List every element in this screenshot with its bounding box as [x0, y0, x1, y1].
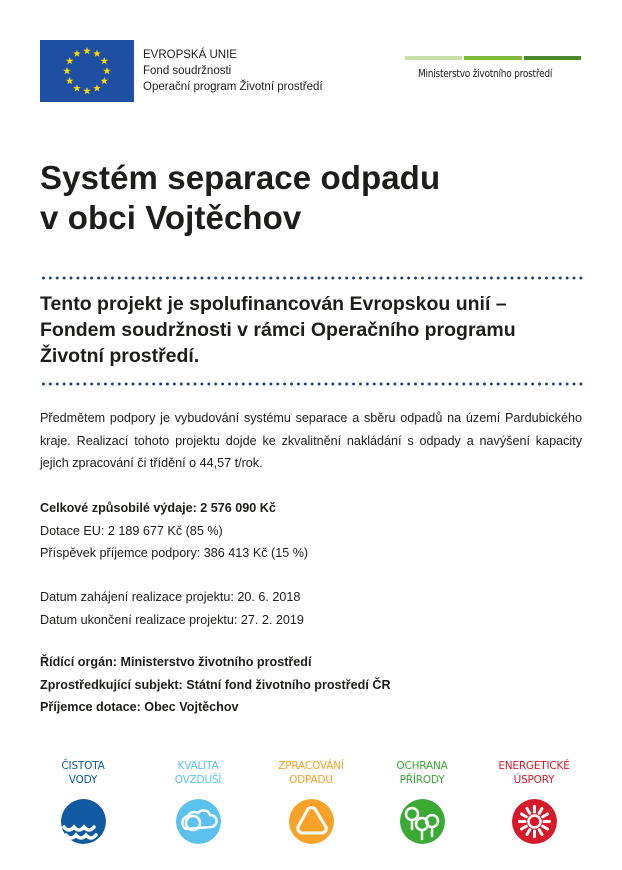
managing-authority: Řídící orgán: Ministerstvo životního prostředí [40, 655, 312, 669]
priority-waste [256, 759, 366, 844]
bodies-section [40, 651, 391, 719]
priority-label: ČISTOTA VODY [61, 760, 105, 786]
sun-icon [512, 799, 557, 844]
funding-statement [40, 291, 585, 369]
recycle-triangle-icon [289, 799, 334, 844]
eu-logo-line: Operační program Životní prostředí [143, 81, 323, 93]
water-waves-icon [61, 799, 106, 844]
priority-label: OCHRANA PŘÍRODY [396, 760, 448, 786]
priority-label: KVALITA OVZDUŠÍ [174, 760, 222, 786]
priority-energy [479, 759, 589, 844]
priority-water [28, 759, 138, 844]
ministry-name: Ministerstvo životního prostředí [418, 68, 553, 80]
priority-label: ZPRACOVÁNÍ ODPADU [278, 760, 344, 786]
eu-stars [40, 40, 134, 102]
grant-recipient: Příjemce dotace: Obec Vojtěchov [40, 700, 239, 714]
title-line: Systém separace odpadu [40, 159, 441, 196]
eu-flag-icon [40, 40, 134, 102]
intermediate-body: Zprostředkující subjekt: Státní fond životního prostředí ČR [40, 677, 391, 692]
start-date: Datum zahájení realizace projektu: 20. 6. 2018 [40, 590, 301, 604]
dotted-divider [40, 276, 583, 280]
priority-air [143, 759, 253, 844]
dates-section [40, 586, 304, 631]
funding-line: Tento projekt je spolufinancován Evropskou unií – [40, 293, 507, 315]
funding-line: Životní prostředí. [40, 345, 200, 367]
dotted-divider [40, 382, 583, 386]
priority-nature [367, 759, 477, 844]
total-expenses: Celkové způsobilé výdaje: 2 576 090 Kč [40, 501, 276, 515]
eu-grant: Dotace EU: 2 189 677 Kč (85 %) [40, 523, 223, 538]
recipient-contribution: Příspěvek příjemce podpory: 386 413 Kč (15 %) [40, 546, 309, 560]
ministry-color-bars [405, 56, 581, 60]
trees-icon [400, 799, 445, 844]
ministry-bar [405, 56, 462, 60]
end-date: Datum ukončení realizace projektu: 27. 2. 2019 [40, 612, 304, 627]
cloud-icon [176, 799, 221, 844]
funding-line: Fondem soudržnosti v rámci Operačního programu [40, 319, 516, 341]
eu-logo-text [143, 47, 323, 95]
priority-label: ENERGETICKÉ ÚSPORY [498, 760, 570, 786]
eu-logo-line: EVROPSKÁ UNIE [143, 49, 237, 61]
page-title [40, 158, 440, 238]
finance-section [40, 497, 308, 565]
ministry-logo [405, 56, 581, 80]
title-line: v obci Vojtěchov [40, 199, 302, 236]
project-description: Předmětem podpory je vybudování systému separace a sběru odpadů na území Pardubického kraje. Realizací tohoto projektu dojde ke zkvalitnění nakládání s odpady a navýšení kapacity jejich zpracování či třídění o 44,57 t/rok. [40, 411, 582, 470]
ministry-bar [524, 56, 581, 60]
eu-logo-line: Fond soudržnosti [143, 65, 232, 77]
ministry-bar [464, 56, 521, 60]
